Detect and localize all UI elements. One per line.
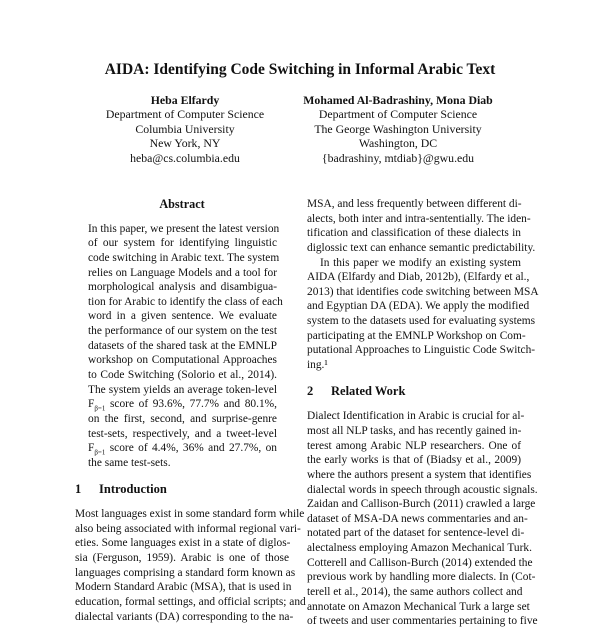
- text-line: also being associated with informal regional vari-: [75, 522, 301, 535]
- text-line: eties. Some languages exist in a state of diglos-: [75, 537, 291, 550]
- text-line: tion for Arabic to identify the class of each: [88, 295, 283, 308]
- section-heading-related-work: [307, 384, 521, 399]
- paper-title: AIDA: Identifying Code Switching in Informal Arabic Text: [104, 61, 496, 78]
- right-column: [307, 197, 539, 629]
- text-line: Modern Standard Arabic (MSA), that is used in: [75, 581, 292, 594]
- text-line: morphological analysis and disambigua-: [88, 281, 277, 294]
- text-line: to Code Switching (Solorio et al., 2014).: [88, 369, 277, 382]
- text-line: annotate on Amazon Mechanical Turk a large set: [307, 600, 530, 613]
- author-block-1: [90, 93, 280, 165]
- text-line: sia (Ferguson, 1959). Arabic is one of those: [75, 552, 289, 565]
- text-line: notated part of the dataset for sentence-level di-: [307, 527, 525, 540]
- text-line: alects, both inter and intra-sententially. The iden-: [307, 212, 531, 225]
- text-line: the early works is that of (Biadsy et al., 2009): [307, 454, 521, 467]
- related-work-body: [307, 409, 538, 629]
- text-line: alectalness employing Amazon Mechanical Turk.: [307, 542, 532, 555]
- text-line: education, formal settings, and official scripts; and: [75, 596, 306, 609]
- text-line: code switching in Arabic text. The system: [88, 251, 280, 264]
- text-line: terell et al., 2014), the same authors collect and: [307, 586, 523, 599]
- text-line: the same test-sets.: [88, 456, 171, 469]
- introduction-continued: [307, 197, 536, 256]
- text-line: tification and classification of these dialects in: [307, 227, 521, 240]
- introduction-paragraph-2: [307, 256, 539, 373]
- text-line: languages comprising a standard form known as: [75, 566, 296, 579]
- text-line: MSA, and less frequently between different di-: [307, 198, 522, 210]
- text-line: of tweets and user commentaries pertaining to five: [307, 615, 538, 628]
- abstract-body: [75, 222, 289, 471]
- text-line: test-sets, respectively, and a tweet-level: [88, 427, 277, 440]
- section-title: Related Work: [331, 383, 406, 398]
- introduction-body: [75, 507, 306, 624]
- text-line: previous work by handling more dialects. In (Cot-: [307, 571, 536, 584]
- text-line: dataset of MSA-DA news commentaries and an-: [307, 512, 528, 525]
- section-number: 2: [307, 383, 314, 398]
- text-line: relies on Language Models and a tool for: [88, 266, 277, 279]
- section-heading-introduction: [75, 482, 289, 497]
- text-line: workshop on Computational Approaches: [88, 354, 277, 367]
- text-line: participating at the EMNLP Workshop on Com-: [307, 329, 526, 342]
- author-affiliation: Department of Computer Science: [105, 107, 265, 122]
- text-line: dialectal variants (DA) corresponding to the na-: [75, 610, 294, 623]
- text-line: putational Approaches to Linguistic Code Switch-: [307, 344, 536, 357]
- text-line: In this paper we modify an existing system: [320, 256, 521, 269]
- author-name: Mohamed Al-Badrashiny, Mona Diab: [303, 93, 493, 107]
- text-line: 2013) that identifies code switching between MSA: [307, 285, 539, 298]
- text-line: AIDA (Elfardy and Diab, 2012b), (Elfardy et al.,: [307, 271, 530, 284]
- text-line: Dialect Identification in Arabic is crucial for al-: [307, 410, 525, 423]
- text-line: where the authors present a system that identifies: [307, 468, 532, 481]
- text-line: terest among Arabic NLP researchers. One of: [307, 439, 521, 452]
- section-number: 1: [75, 481, 82, 496]
- text-line: ing.¹: [307, 359, 328, 372]
- text-line: datasets of the shared task at the EMNLP: [88, 339, 277, 352]
- text-line: $F_{\beta=1}$ score of 4.4%, 36% and 27.7%, on: [88, 442, 277, 457]
- text-line: on the first, second, and surprise-genre: [88, 412, 277, 425]
- author-affiliation: New York, NY: [149, 136, 221, 151]
- author-name: Heba Elfardy: [150, 93, 220, 107]
- text-line: word in a given sentence. We evaluate: [88, 310, 277, 323]
- text-line: Most languages exist in some standard form while: [75, 508, 305, 521]
- text-line: diglossic text can enhance semantic predictability.: [307, 241, 536, 254]
- text-line: The system yields an average token-level: [88, 383, 277, 396]
- author-affiliation: Columbia University: [135, 121, 235, 136]
- text-line: the performance of our system on the test: [88, 325, 277, 338]
- left-column: [75, 197, 306, 624]
- abstract-heading: Abstract: [159, 197, 205, 211]
- author-email: heba@cs.columbia.edu: [130, 150, 240, 165]
- text-line: dialectal words in speech through acoustic signals.: [307, 483, 538, 496]
- text-line: $F_{\beta=1}$ score of 93.6%, 77.7% and 80.1%,: [88, 398, 277, 413]
- text-line: Cotterell and Callison-Burch (2014) extended the: [307, 556, 533, 569]
- section-title: Introduction: [99, 481, 167, 496]
- author-block-2: [292, 93, 504, 165]
- author-email: {badrashiny, mtdiab}@gwu.edu: [321, 150, 475, 165]
- text-line: In this paper, we present the latest version: [88, 222, 280, 235]
- author-affiliation: The George Washington University: [314, 121, 482, 136]
- text-line: Zaidan and Callison-Burch (2011) crawled a large: [307, 498, 536, 511]
- text-line: system to the datasets used for evaluating systems: [307, 315, 536, 328]
- text-line: and Egyptian DA (EDA). We apply the modified: [307, 300, 530, 313]
- text-line: most all NLP tasks, and has recently gained in-: [307, 424, 522, 437]
- author-affiliation: Washington, DC: [358, 136, 438, 151]
- author-affiliation: Department of Computer Science: [318, 107, 478, 122]
- text-line: of our system for identifying linguistic: [88, 237, 277, 250]
